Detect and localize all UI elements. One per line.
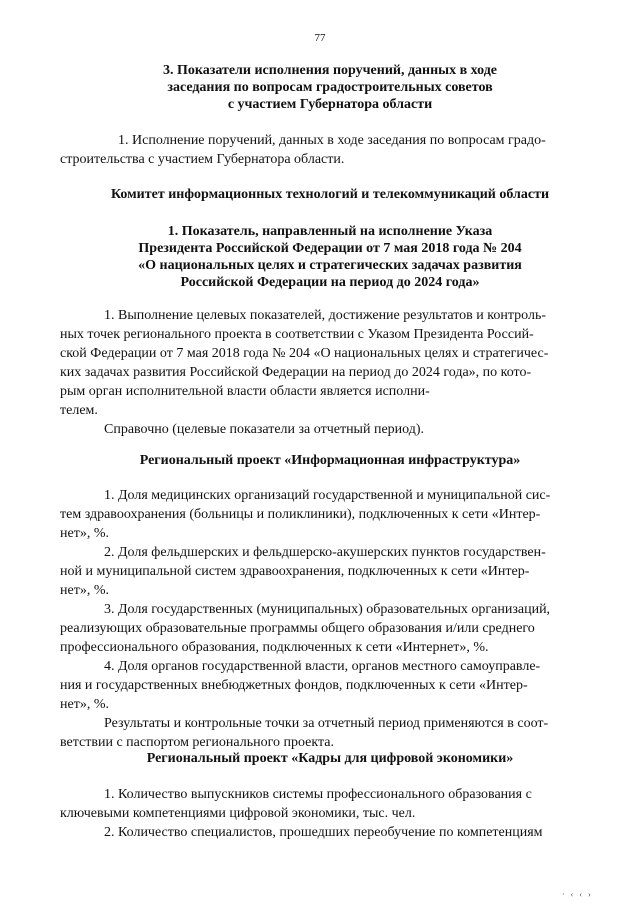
indicator1-item1 [60, 306, 598, 420]
text-line: 3. Доля государственных (муниципальных) образовательных организаций, [104, 602, 551, 617]
section3-title [60, 62, 600, 113]
text-line: нет», %. [60, 697, 109, 712]
indicator1-title [60, 223, 600, 291]
page-number: 77 [314, 32, 326, 44]
text-line: 2. Доля фельдшерских и фельдшерско-акушерских пунктов государствен- [104, 545, 546, 560]
indicator1-title-line: 1. Показатель, направленный на исполнение Указа [167, 224, 493, 239]
text-line: 4. Доля органов государственной власти, органов местного самоуправле- [104, 659, 541, 674]
text-line: ной и муниципальной систем здравоохранения, подключенных к сети «Интер- [60, 564, 530, 579]
text-line: ния и государственных внебюджетных фондов, подключенных к сети «Интер- [60, 678, 528, 693]
project-infra-title: Региональный проект «Информационная инфраструктура» [139, 453, 521, 468]
text-line: Результаты и контрольные точки за отчетный период применяются в соот- [104, 716, 549, 731]
text-line: 1. Исполнение поручений, данных в ходе заседания по вопросам градо- [118, 133, 546, 148]
indicator1-note: Справочно (целевые показатели за отчетный период). [104, 422, 425, 437]
scan-mark: · ‹ ‹ › [562, 890, 593, 899]
text-line: телем. [60, 403, 98, 418]
text-line: профессионального образования, подключенных к сети «Интернет», %. [60, 640, 489, 655]
indicator1-title-line: Российской Федерации на период до 2024 года» [180, 275, 480, 290]
committee-heading: Комитет информационных технологий и телекоммуникаций области [110, 187, 550, 202]
text-line: 1. Доля медицинских организаций государственной и муниципальной сис- [104, 488, 551, 503]
section3-title-line: заседания по вопросам градостроительных советов [167, 80, 493, 95]
indicator1-title-line: Президента Российской Федерации от 7 мая 2018 года № 204 [138, 241, 522, 256]
text-line: нет», %. [60, 583, 109, 598]
text-line: ких задачах развития Российской Федерации на период до 2024 года», по кото- [60, 365, 532, 380]
text-line: нет», %. [60, 526, 109, 541]
section3-title-line: 3. Показатели исполнения поручений, данных в ходе [162, 63, 498, 78]
project-cadres-title: Региональный проект «Кадры для цифровой экономики» [146, 751, 514, 766]
text-line: рым орган исполнительной власти области является исполни- [60, 384, 430, 399]
text-line: ветствии с паспортом регионального проекта. [60, 735, 334, 750]
text-line: реализующих образовательные программы общего образования и/или среднего [60, 621, 535, 636]
text-line: 1. Количество выпускников системы профессионального образования с [104, 787, 532, 802]
text-line: 1. Выполнение целевых показателей, достижение результатов и контроль- [104, 308, 547, 323]
indicator1-title-line: «О национальных целях и стратегических задачах развития [138, 258, 522, 273]
text-line: ключевыми компетенциями цифровой экономики, тыс. чел. [60, 806, 416, 821]
text-line: тем здравоохранения (больницы и поликлиники), подключенных к сети «Интер- [60, 507, 541, 522]
section3-item1 [60, 131, 598, 169]
text-line: ных точек регионального проекта в соответствии с Указом Президента Россий- [60, 327, 534, 342]
text-line: ской Федерации от 7 мая 2018 года № 204 «О национальных целях и стратегичес- [60, 346, 549, 361]
project-cadres-items [60, 785, 598, 842]
text-line: строительства с участием Губернатора области. [60, 152, 345, 167]
project-infra-items [60, 486, 598, 752]
section3-title-line: с участием Губернатора области [227, 97, 433, 112]
text-line: 2. Количество специалистов, прошедших переобучение по компетенциям [104, 825, 543, 840]
